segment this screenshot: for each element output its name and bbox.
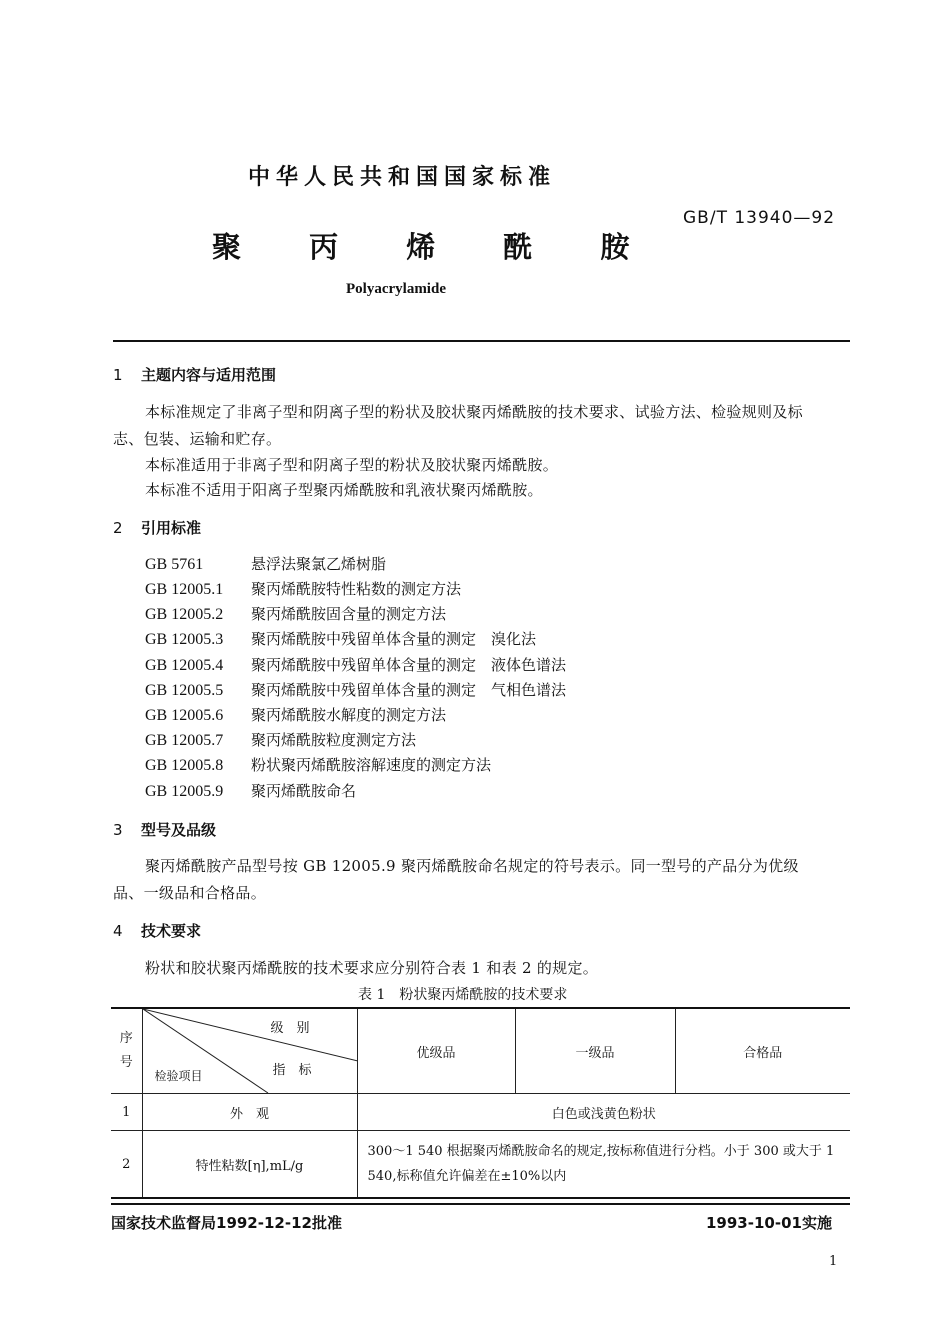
reference-name: 聚丙烯酰胺粒度测定方法 — [251, 731, 417, 749]
section-1-para-2: 本标准适用于非离子型和阴离子型的粉状及胶状聚丙烯酰胺。 — [145, 456, 559, 474]
table-row — [111, 1094, 850, 1131]
index-label: 指 标 — [272, 1063, 312, 1078]
diagonal-header-cell — [142, 1008, 357, 1094]
section-3-heading — [113, 819, 216, 840]
section-title: 主题内容与适用范围 — [141, 366, 277, 384]
page-number: 1 — [829, 1254, 838, 1269]
reference-code: GB 12005.2 — [145, 606, 224, 623]
document-title-en: Polyacrylamide — [346, 281, 446, 297]
reference-name: 聚丙烯酰胺水解度的测定方法 — [251, 706, 447, 724]
section-3-para-1-cont: 品、一级品和合格品。 — [113, 884, 267, 902]
reference-item — [145, 754, 491, 775]
section-1-para-3: 本标准不适用于阳离子型聚丙烯酰胺和乳液状聚丙烯酰胺。 — [145, 481, 543, 499]
reference-name: 聚丙烯酰胺命名 — [251, 782, 357, 800]
seq-header-char: 序 — [119, 1031, 133, 1046]
spec-table — [111, 1007, 850, 1199]
col-header-qualified: 合格品 — [675, 1008, 850, 1094]
reference-code: GB 12005.5 — [145, 682, 224, 699]
reference-name: 聚丙烯酰胺中残留单体含量的测定 气相色谱法 — [251, 681, 567, 699]
reference-item — [145, 729, 416, 750]
reference-item — [145, 553, 386, 574]
reference-name: 聚丙烯酰胺中残留单体含量的测定 液体色谱法 — [251, 656, 567, 674]
section-1-para-1-cont: 志、包装、运输和贮存。 — [113, 430, 282, 448]
reference-code: GB 5761 — [145, 556, 204, 573]
standard-number: GB/T 13940—92 — [683, 208, 836, 228]
item-label: 检验项目 — [154, 1069, 203, 1083]
section-1-para-1: 本标准规定了非离子型和阴离子型的粉状及胶状聚丙烯酰胺的技术要求、试验方法、检验规则及标 — [145, 403, 803, 421]
seq-header — [111, 1008, 142, 1094]
reference-item — [145, 578, 461, 599]
reference-item — [145, 654, 566, 675]
table-row — [111, 1131, 850, 1199]
reference-name: 聚丙烯酰胺特性粘数的测定方法 — [251, 580, 462, 598]
grade-label: 级 别 — [270, 1021, 310, 1036]
row-number: 1 — [111, 1094, 142, 1131]
reference-item — [145, 603, 446, 624]
reference-code: GB 12005.8 — [145, 757, 224, 774]
row-item: 特性粘数[η],mL/g — [142, 1131, 357, 1199]
document-title-cn: 聚 丙 烯 酰 胺 — [212, 230, 640, 264]
section-title: 技术要求 — [141, 922, 202, 940]
reference-item — [145, 628, 536, 649]
reference-code: GB 12005.4 — [145, 657, 224, 674]
section-3-para-1: 聚丙烯酰胺产品型号按 GB 12005.9 聚丙烯酰胺命名规定的符号表示。同一型号的产品分为优级 — [145, 857, 799, 875]
table-header-row — [111, 1008, 850, 1094]
row-requirement: 白色或浅黄色粉状 — [357, 1094, 850, 1131]
reference-name: 聚丙烯酰胺中残留单体含量的测定 溴化法 — [251, 630, 537, 648]
reference-name: 聚丙烯酰胺固含量的测定方法 — [251, 605, 447, 623]
section-number: 3 — [113, 821, 123, 839]
reference-name: 悬浮法聚氯乙烯树脂 — [251, 555, 387, 573]
national-standard-heading: 中华人民共和国国家标准 — [248, 165, 557, 190]
row-item: 外 观 — [142, 1094, 357, 1131]
section-4-para-1: 粉状和胶状聚丙烯酰胺的技术要求应分别符合表 1 和表 2 的规定。 — [145, 959, 599, 977]
reference-item — [145, 780, 356, 801]
row-requirement: 300～1 540 根据聚丙烯酰胺命名的规定,按标称值进行分档。小于 300 或大于 1 540,标称值允许偏差在±10%以内 — [357, 1131, 850, 1199]
reference-code: GB 12005.9 — [145, 783, 224, 800]
row-number: 2 — [111, 1131, 142, 1199]
section-2-heading — [113, 517, 201, 538]
section-number: 4 — [113, 922, 123, 940]
reference-code: GB 12005.1 — [145, 581, 224, 598]
seq-header-char: 号 — [119, 1055, 133, 1070]
reference-code: GB 12005.6 — [145, 707, 224, 724]
table-caption: 表 1 粉状聚丙烯酰胺的技术要求 — [358, 987, 568, 1003]
col-header-excellent: 优级品 — [357, 1008, 515, 1094]
reference-item — [145, 679, 566, 700]
section-4-heading — [113, 920, 201, 941]
footer-divider — [111, 1203, 850, 1205]
col-header-first: 一级品 — [515, 1008, 675, 1094]
section-number: 1 — [113, 366, 123, 384]
approval-note: 国家技术监督局1992-12-12批准 — [111, 1214, 342, 1232]
section-1-heading — [113, 364, 276, 385]
reference-code: GB 12005.3 — [145, 631, 224, 648]
effective-date: 1993-10-01实施 — [706, 1214, 832, 1232]
reference-item — [145, 704, 446, 725]
section-title: 引用标准 — [141, 519, 202, 537]
reference-name: 粉状聚丙烯酰胺溶解速度的测定方法 — [251, 756, 492, 774]
section-title: 型号及品级 — [141, 821, 217, 839]
reference-code: GB 12005.7 — [145, 732, 224, 749]
section-number: 2 — [113, 519, 123, 537]
header-divider — [113, 340, 850, 342]
